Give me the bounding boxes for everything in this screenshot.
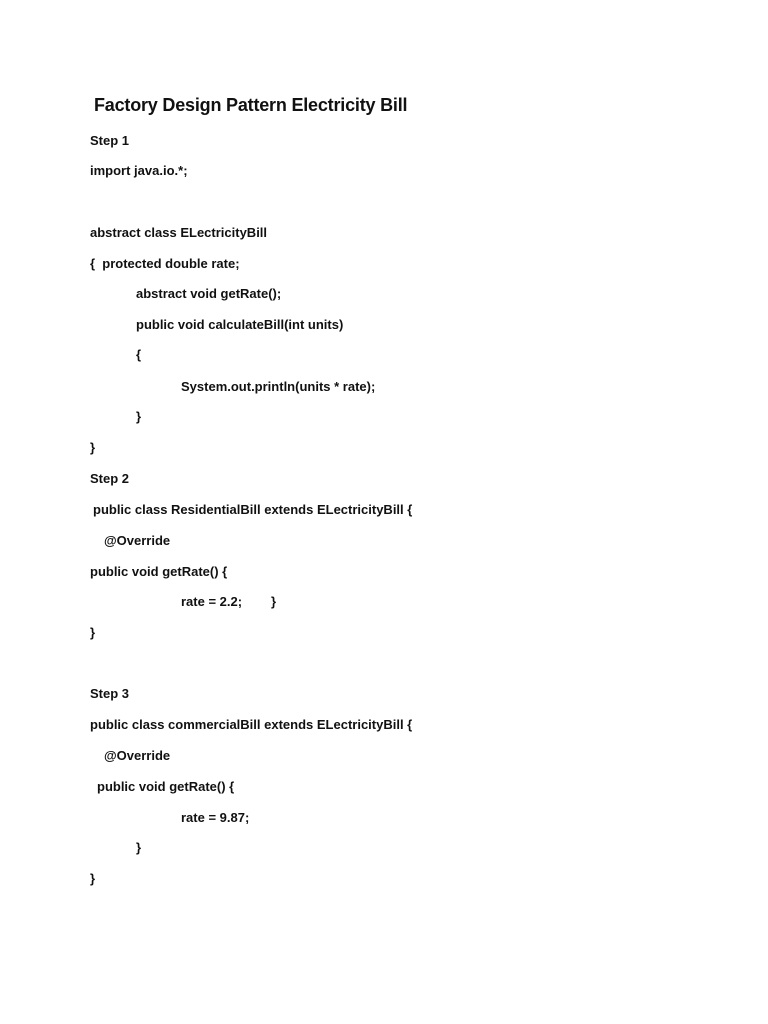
- code-line: public class commercialBill extends ELectricityBill {: [90, 717, 413, 732]
- code-line: public void calculateBill(int units): [136, 317, 344, 332]
- step-3-heading: Step 3: [90, 686, 130, 701]
- step-1-heading: Step 1: [90, 133, 130, 148]
- code-line: import java.io.*;: [90, 163, 188, 178]
- document-title: Factory Design Pattern Electricity Bill: [94, 95, 408, 115]
- code-line: rate = 9.87;: [181, 810, 250, 825]
- code-line: }: [90, 440, 96, 455]
- code-line: }: [90, 625, 96, 640]
- code-line: abstract class ELectricityBill: [90, 225, 268, 240]
- code-line: rate = 2.2;: [181, 594, 243, 609]
- code-line: @Override: [104, 533, 171, 548]
- code-line: {: [136, 347, 142, 362]
- code-line: public class ResidentialBill extends ELectricityBill {: [93, 502, 413, 517]
- code-line: }: [271, 594, 277, 609]
- code-line: }: [90, 871, 96, 886]
- code-line: System.out.println(units * rate);: [181, 379, 376, 394]
- code-line: public void getRate() {: [97, 779, 235, 794]
- code-line: @Override: [104, 748, 171, 763]
- step-2-heading: Step 2: [90, 471, 130, 486]
- code-line: { protected double rate;: [90, 256, 240, 271]
- code-line: }: [136, 409, 142, 424]
- code-line: abstract void getRate();: [136, 286, 282, 301]
- code-line: }: [136, 840, 142, 855]
- code-line: public void getRate() {: [90, 564, 228, 579]
